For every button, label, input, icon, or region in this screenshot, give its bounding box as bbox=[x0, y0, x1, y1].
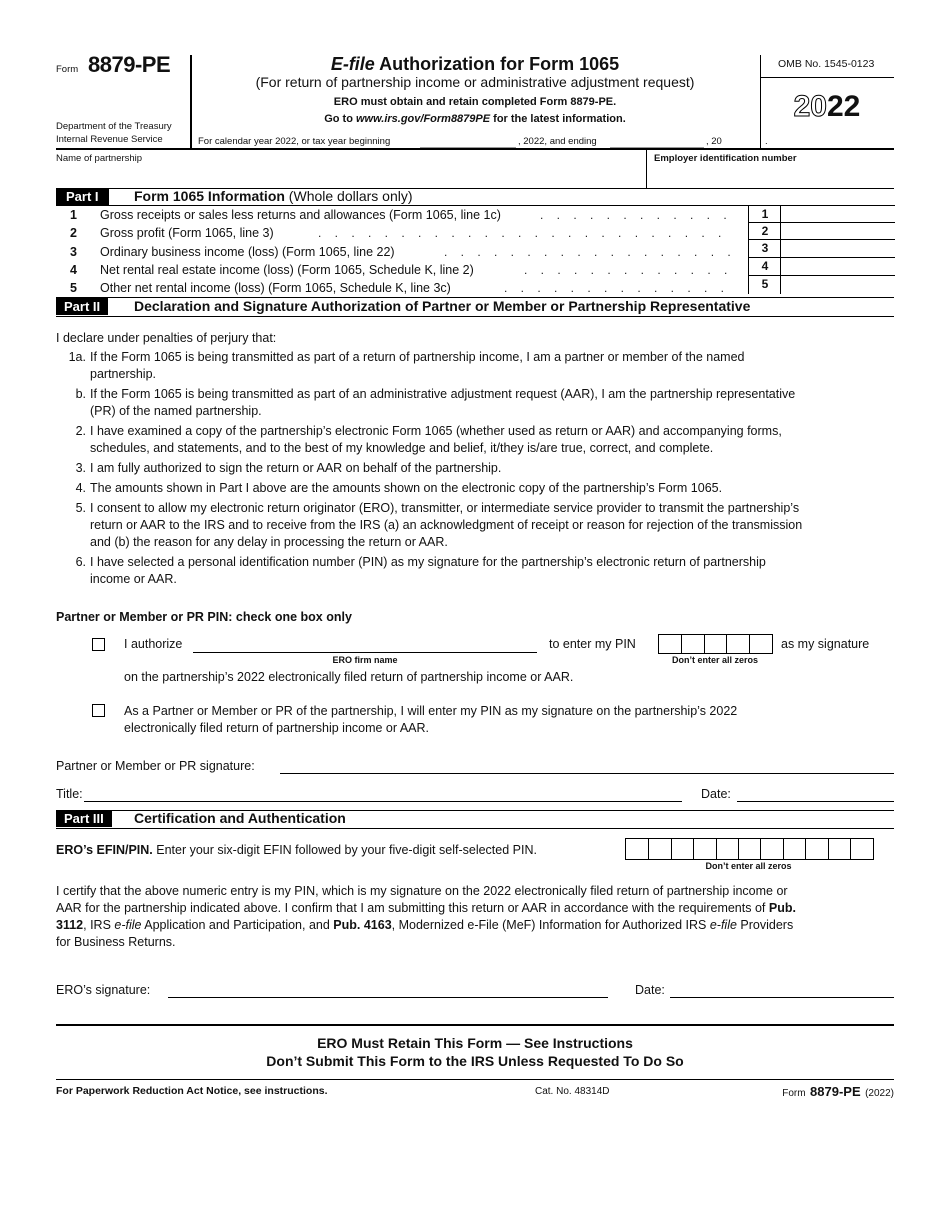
self-pin-line2: electronically filed return of partnership income or AAR. bbox=[124, 721, 430, 735]
part3-label: Part III bbox=[56, 810, 112, 827]
line-label: Ordinary business income (loss) (Form 1065, line 22) bbox=[100, 245, 395, 259]
calendar-mid: , 2022, and ending bbox=[518, 136, 597, 147]
tax-year: 2022 bbox=[793, 90, 861, 123]
gross-receipts-field[interactable] bbox=[780, 205, 895, 223]
footer-form-id: Form 8879-PE (2022) bbox=[782, 1084, 894, 1099]
ero-date-field[interactable] bbox=[670, 997, 894, 998]
ero-signature-field[interactable] bbox=[168, 997, 608, 998]
authorize-ero-checkbox[interactable] bbox=[92, 638, 105, 651]
ein-field[interactable] bbox=[654, 166, 892, 184]
self-enter-pin-checkbox[interactable] bbox=[92, 704, 105, 717]
partner-signature-label: Partner or Member or PR signature: bbox=[56, 759, 255, 773]
partner-signature-field[interactable] bbox=[280, 773, 894, 774]
part3-header bbox=[56, 810, 894, 827]
goto-notice: Go to www.irs.gov/Form8879PE for the latest information. bbox=[324, 113, 626, 125]
authorize-label: I authorize bbox=[124, 637, 183, 651]
part2-label: Part II bbox=[56, 298, 108, 315]
line-label: Gross profit (Form 1065, line 3) bbox=[100, 226, 274, 240]
gross-profit-field[interactable] bbox=[780, 222, 895, 240]
title-rest: Authorization for Form 1065 bbox=[374, 54, 620, 74]
irs-name: Internal Revenue Service bbox=[56, 134, 163, 145]
line-label: Other net rental income (loss) (Form 1065, Schedule K, line 3c) bbox=[100, 281, 451, 295]
ero-firm-name-field[interactable] bbox=[193, 652, 537, 653]
part1-title: Form 1065 Information (Whole dollars only) bbox=[134, 188, 413, 204]
line-box-number: 3 bbox=[748, 239, 781, 258]
line-box-number: 5 bbox=[748, 275, 781, 294]
ordinary-income-field[interactable] bbox=[780, 239, 895, 258]
form-subtitle: (For return of partnership income or administrative adjustment request) bbox=[255, 74, 695, 90]
calendar-dot: . bbox=[765, 136, 768, 147]
retain-notice: ERO Must Retain This Form — See Instructions bbox=[317, 1035, 633, 1051]
line-label: Gross receipts or sales less returns and allowances (Form 1065, line 1c) bbox=[100, 208, 501, 222]
ein-label: Employer identification number bbox=[654, 153, 797, 164]
authorize-line2: on the partnership’s 2022 electronically filed return of partnership income or AAR. bbox=[124, 670, 574, 684]
efin-dont-zero-caption: Don’t enter all zeros bbox=[705, 861, 792, 871]
calendar-end: , 20 bbox=[706, 136, 722, 147]
line-number: 2 bbox=[70, 226, 77, 240]
catalog-number: Cat. No. 48314D bbox=[535, 1086, 610, 1097]
part3-title: Certification and Authentication bbox=[134, 810, 346, 826]
form-title bbox=[190, 54, 760, 75]
part1-header bbox=[56, 188, 894, 205]
line-number: 1 bbox=[70, 208, 77, 222]
self-pin-line1: As a Partner or Member or PR of the partnership, I will enter my PIN as my signature on the partnership’s 2022 bbox=[124, 704, 738, 718]
ero-signature-label: ERO’s signature: bbox=[56, 983, 151, 997]
line-label: Net rental real estate income (loss) (Form 1065, Schedule K, line 2) bbox=[100, 263, 474, 277]
dont-enter-zeros-caption: Don’t enter all zeros bbox=[671, 655, 759, 665]
omb-number: OMB No. 1545-0123 bbox=[778, 58, 875, 70]
declaration-intro: I declare under penalties of perjury that: bbox=[56, 331, 277, 345]
as-signature-label: as my signature bbox=[781, 637, 870, 651]
irs-url-link[interactable]: www.irs.gov/Form8879PE bbox=[356, 113, 491, 125]
form-word: Form bbox=[56, 64, 79, 75]
title-efile: E-file bbox=[330, 54, 375, 74]
part1-label: Part I bbox=[56, 188, 109, 205]
line-box-number: 1 bbox=[748, 205, 781, 223]
partner-date-field[interactable] bbox=[737, 801, 894, 802]
part2-title: Declaration and Signature Authorization of Partner or Member or Partnership Representative bbox=[134, 298, 751, 314]
other-net-rental-field[interactable] bbox=[780, 275, 895, 294]
pin-heading: Partner or Member or PR PIN: check one box only bbox=[56, 610, 352, 624]
line-box-number: 4 bbox=[748, 257, 781, 276]
partnership-name-field[interactable] bbox=[56, 166, 646, 184]
dont-submit-notice: Don’t Submit This Form to the IRS Unless Requested To Do So bbox=[266, 1053, 684, 1069]
line-number: 4 bbox=[70, 263, 77, 277]
ero-firm-name-caption: ERO firm name bbox=[332, 655, 398, 665]
line-number: 5 bbox=[70, 281, 77, 295]
ero-notice: ERO must obtain and retain completed Form 8879-PE. bbox=[333, 96, 617, 108]
to-enter-pin-label: to enter my PIN bbox=[549, 637, 636, 651]
partnership-name-label: Name of partnership bbox=[56, 153, 143, 164]
paperwork-notice: For Paperwork Reduction Act Notice, see instructions. bbox=[56, 1085, 328, 1097]
part2-header bbox=[56, 298, 894, 315]
calendar-year-text: For calendar year 2022, or tax year beginning bbox=[198, 136, 391, 147]
partner-pin-boxes[interactable] bbox=[658, 634, 773, 654]
efin-instruction: ERO’s EFIN/PIN. Enter your six-digit EFIN followed by your five-digit self-selected PIN. bbox=[56, 843, 537, 857]
partner-date-label: Date: bbox=[701, 787, 731, 801]
efin-pin-boxes[interactable] bbox=[625, 838, 874, 860]
ero-date-label: Date: bbox=[635, 983, 665, 997]
form-number: 8879-PE bbox=[88, 52, 171, 77]
dept-treasury: Department of the Treasury bbox=[56, 121, 172, 132]
title-field[interactable] bbox=[84, 801, 682, 802]
net-rental-real-estate-field[interactable] bbox=[780, 257, 895, 276]
line-box-number: 2 bbox=[748, 222, 781, 240]
title-label: Title: bbox=[56, 787, 83, 801]
line-number: 3 bbox=[70, 245, 77, 259]
